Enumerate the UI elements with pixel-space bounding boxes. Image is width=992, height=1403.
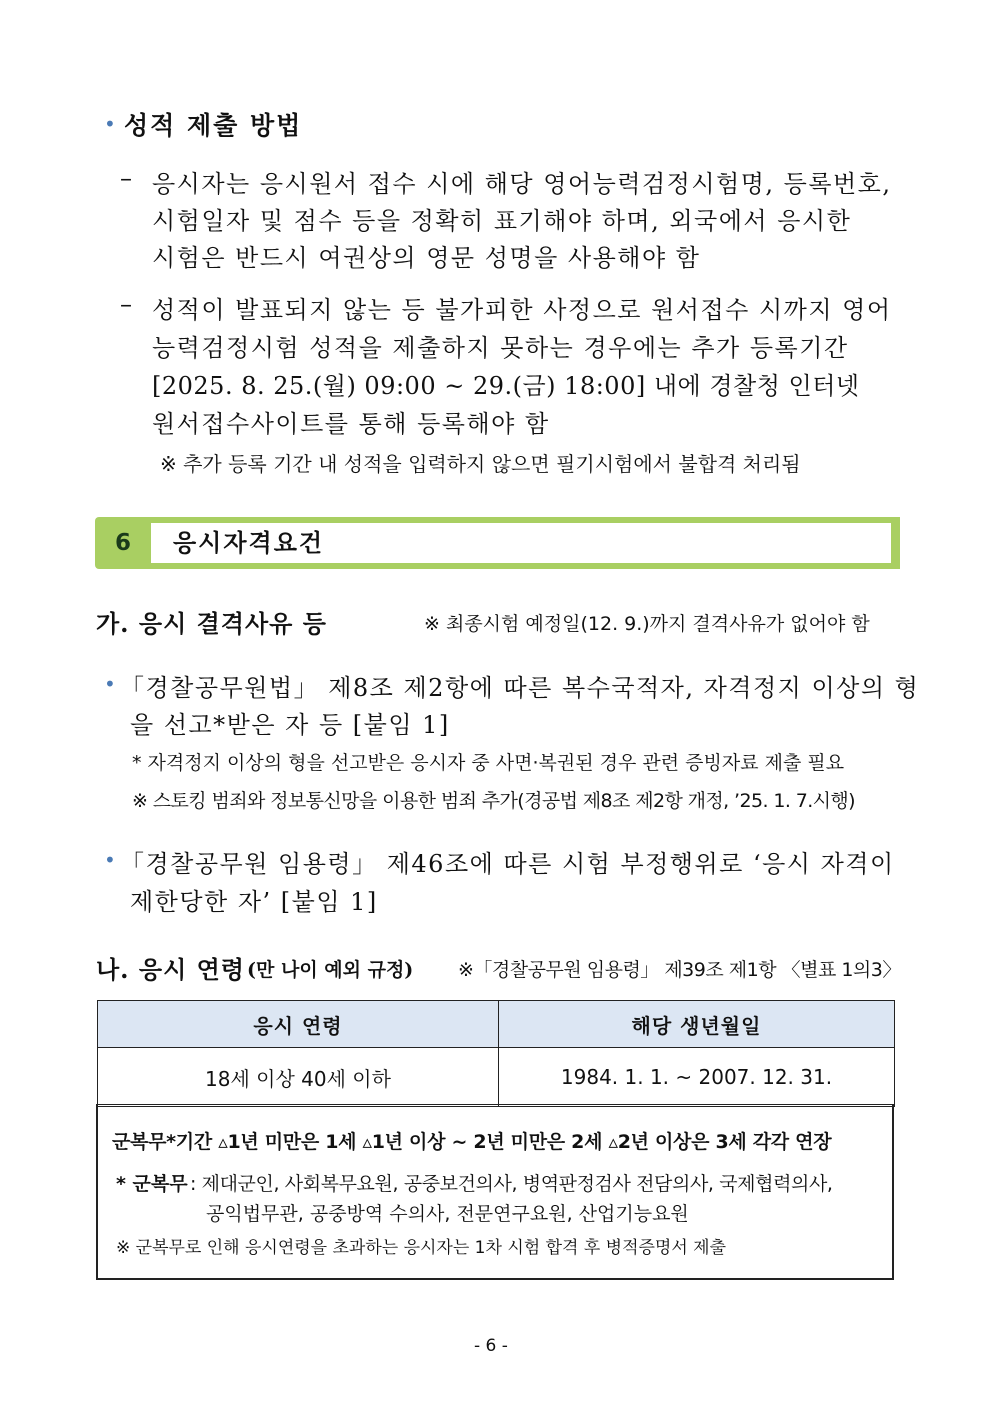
section-number: 6 — [114, 530, 131, 556]
submission-item2-line1: 성적이 발표되지 않는 등 불가피한 사정으로 원서접수 시까지 영어 — [152, 296, 892, 324]
military-def-label: * 군복무 — [116, 1173, 188, 1195]
disq-bullet1-star: * 자격정지 이상의 형을 선고받은 응시자 중 사면·복권된 경우 관련 증빙자료 제출 필요 — [132, 752, 845, 774]
submission-item1-line3: 시험은 반드시 여권상의 영문 성명을 사용해야 함 — [152, 244, 701, 272]
bullet-dot: • — [104, 672, 116, 696]
section-banner-inner — [151, 523, 891, 563]
table-cell-age: 18세 이상 40세 이하 — [98, 1048, 499, 1107]
disq-bullet1-note: ※ 스토킹 범죄와 정보통신망을 이용한 범죄 추가(경공법 제8조 제2항 개정, ’25. 1. 7.시행) — [132, 790, 855, 812]
submission-item2-line2: 능력검정시험 성적을 제출하지 못하는 경우에는 추가 등록기간 — [152, 334, 849, 362]
submission-item1-line1: 응시자는 응시원서 접수 시에 해당 영어능력검정시험명, 등록번호, — [152, 170, 892, 198]
submission-item2-line4: 원서접수사이트를 통해 등록해야 함 — [152, 410, 550, 438]
disqualification-heading-note: ※ 최종시험 예정일(12. 9.)까지 결격사유가 없어야 함 — [424, 613, 870, 635]
military-line: 군복무*기간 ▵1년 미만은 1세 ▵1년 이상 ~ 2년 미만은 2세 ▵2년 이상은 3세 각각 연장 — [112, 1131, 832, 1153]
table-header-age: 응시 연령 — [98, 1001, 499, 1048]
disq-bullet2-line2: 제한당한 자’ [붙임 1] — [130, 888, 378, 916]
submission-item1-line2: 시험일자 및 점수 등을 정확히 표기해야 하며, 외국에서 응시한 — [152, 207, 852, 235]
dash-marker: – — [120, 164, 134, 192]
table-cell-birthdate: 1984. 1. 1. ~ 2007. 12. 31. — [499, 1048, 895, 1107]
military-note: ※ 군복무로 인해 응시연령을 초과하는 응시자는 1차 시험 합격 후 병적증명서 제출 — [116, 1238, 727, 1258]
bullet-dot: • — [104, 848, 116, 872]
disq-bullet1-line1: 「경찰공무원법」 제8조 제2항에 따른 복수국적자, 자격정지 이상의 형 — [120, 674, 920, 702]
section-title: 응시자격요건 — [173, 529, 325, 557]
age-heading-paren: (만 나이 예외 규정) — [247, 959, 414, 981]
age-table — [97, 1000, 895, 1107]
military-def-line2: 공익법무관, 공중방역 수의사, 전문연구요원, 산업기능요원 — [206, 1203, 689, 1225]
section-banner — [95, 517, 900, 569]
table-header-row — [98, 1001, 895, 1048]
submission-note: ※ 추가 등록 기간 내 성적을 입력하지 않으면 필기시험에서 불합격 처리됨 — [160, 452, 801, 476]
table-row — [98, 1048, 895, 1107]
disq-bullet2-line1: 「경찰공무원 임용령」 제46조에 따른 시험 부정행위로 ‘응시 자격이 — [120, 850, 895, 878]
submission-heading: 성적 제출 방법 — [124, 111, 303, 140]
military-def-line1: : 제대군인, 사회복무요원, 공중보건의사, 병역판정검사 전담의사, 국제협력의사, — [190, 1173, 833, 1195]
age-heading: 나. 응시 연령 — [96, 955, 245, 984]
table-header-birthdate: 해당 생년월일 — [499, 1001, 895, 1048]
age-heading-note: ※「경찰공무원 임용령」 제39조 제1항 〈별표 1의3〉 — [458, 959, 901, 981]
submission-item2-line3: [2025. 8. 25.(월) 09:00 ~ 29.(금) 18:00] 내에 경찰청 인터넷 — [152, 372, 860, 400]
dash-marker: – — [120, 290, 134, 318]
disqualification-heading: 가. 응시 결격사유 등 — [96, 609, 327, 638]
bullet-dot: • — [104, 112, 116, 136]
military-note-box — [96, 1104, 894, 1280]
page-number: - 6 - — [474, 1336, 508, 1356]
disq-bullet1-line2: 을 선고*받은 자 등 [붙임 1] — [130, 711, 450, 739]
